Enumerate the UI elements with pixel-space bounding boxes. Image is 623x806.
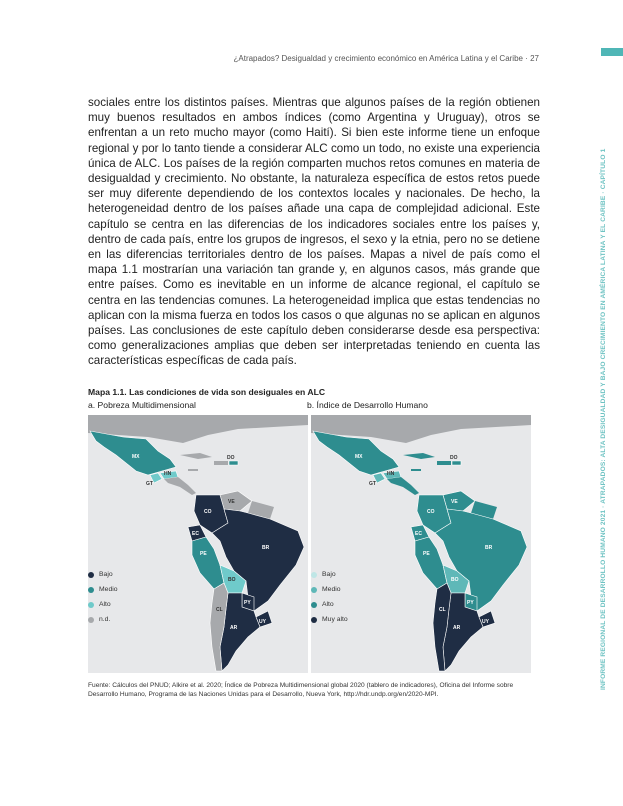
map-b-label-bo: BO [451, 577, 459, 583]
map-b-label-ve: VE [451, 499, 458, 505]
map-a-subtitle: a. Pobreza Multidimensional [88, 400, 196, 410]
map-b-legend-item [311, 567, 348, 582]
map-a-label-do: DO [227, 455, 235, 461]
legend-swatch-icon [88, 602, 94, 608]
map-a-label-pe: PE [200, 551, 207, 557]
map-b-label-hn: HN [387, 471, 395, 477]
map-b-legend-label: Alto [322, 601, 334, 608]
map-b-label-mx: MX [355, 454, 363, 460]
map-b-label-uy: UY [482, 619, 489, 625]
map-a-label-bo: BO [228, 577, 236, 583]
map-a-legend-label: n.d. [99, 616, 111, 623]
running-head: ¿Atrapados? Desigualdad y crecimiento económico en América Latina y el Caribe · 27 [233, 54, 539, 63]
map-b-label-pe: PE [423, 551, 430, 557]
map-b-legend-item [311, 597, 348, 612]
map-b-country-do [452, 461, 461, 465]
legend-swatch-icon [311, 617, 317, 623]
source-note: Fuente: Cálculos del PNUD; Alkire et al. 2020; Índice de Pobreza Multidimensional global 2020 (tablero de indicadores), Oficina del Informe sobre Desarrollo Humano, Programa de las Naciones Unidas para el Desarrollo, Nueva York, http://hdr.undp.org/en/2020-MPI. [88, 682, 514, 699]
map-b-legend-label: Muy alto [322, 616, 348, 623]
map-b-subtitle: b. Índice de Desarrollo Humano [307, 400, 428, 410]
map-a-country-do [229, 461, 238, 465]
map-b-legend-label: Bajo [322, 571, 336, 578]
body-paragraph: sociales entre los distintos países. Mientras que algunos países de la región obtienen muy buenos resultados en ambos índices (como Argentina y Uruguay), otros se enfrentan a un reto mucho mayor (como Haití). Si bien este informe tiene un enfoque regional y por lo tanto tiende a considerar ALC como un todo, no existe una experiencia única de ALC. Los países de la región comparten muchos retos comunes en materia de desigualdad y crecimiento. No obstante, la naturaleza específica de estos retos puede ser muy diferente dependiendo de los contextos locales y nacionales. De hecho, la heterogeneidad dentro de los países añade una capa de complejidad adicional. Este capítulo se centra en las diferencias de los indicadores sociales entre los países y, dentro de cada país, entre los grupos de ingresos, el sexo y la etnia, pero no se detiene en las diferencias territoriales dentro de los países. Mapas a nivel de país como el mapa 1.1 mostrarían una variación tan grande y, en algunos casos, más grande que entre países. Como es inevitable en un informe de alcance regional, el capítulo se centra en las tendencias comunes. La heterogeneidad implica que estas tendencias no aplican con la misma fuerza en todos los casos o que algunas no se aplican en algunos países. Las conclusiones de este capítulo deben considerarse desde esa perspectiva: como generalizaciones amplias que deben ser interpretadas teniendo en cuenta las características específicas de cada país. [88, 96, 540, 368]
map-a-label-mx: MX [132, 454, 140, 460]
map-a-label-ec: EC [192, 531, 199, 537]
map-b-label-py: PY [467, 600, 474, 606]
map-a-label-cl: CL [216, 607, 223, 613]
side-color-strip [601, 48, 623, 56]
legend-swatch-icon [88, 617, 94, 623]
map-a-label-uy: UY [259, 619, 266, 625]
legend-swatch-icon [311, 572, 317, 578]
map-a-legend-item [88, 582, 118, 597]
map-b-label-ec: EC [415, 531, 422, 537]
map-a-label-br: BR [262, 545, 270, 551]
map-b-legend [311, 567, 348, 627]
map-a-multidimensional-poverty [88, 415, 308, 673]
legend-swatch-icon [311, 587, 317, 593]
legend-swatch-icon [88, 572, 94, 578]
map-b-legend-item [311, 612, 348, 627]
map-a-legend [88, 567, 118, 627]
map-a-legend-label: Alto [99, 601, 111, 608]
map-b-label-do: DO [450, 455, 458, 461]
map-b-label-gt: GT [369, 481, 376, 487]
map-a-label-ve: VE [228, 499, 235, 505]
map-a-legend-item [88, 597, 118, 612]
legend-swatch-icon [311, 602, 317, 608]
map-a-legend-label: Bajo [99, 571, 113, 578]
map-b-label-cl: CL [439, 607, 446, 613]
map-a-legend-label: Medio [99, 586, 118, 593]
map-a-label-gt: GT [146, 481, 153, 487]
map-b-legend-item [311, 582, 348, 597]
map-b-label-ar: AR [453, 625, 461, 631]
map-a-label-co: CO [204, 509, 212, 515]
map-title: Mapa 1.1. Las condiciones de vida son desiguales en ALC [88, 387, 326, 397]
map-a-legend-item [88, 612, 118, 627]
map-b-human-development-index [311, 415, 531, 673]
side-strip-text: INFORME REGIONAL DE DESARROLLO HUMANO 2021 · ATRAPADOS: ALTA DESIGUALDAD Y BAJO CRECIMIENTO EN AMÉRICA LATINA Y EL CARIBE · CAPÍTULO 1 [600, 148, 607, 690]
map-b-legend-label: Medio [322, 586, 341, 593]
legend-swatch-icon [88, 587, 94, 593]
map-a-label-py: PY [244, 600, 251, 606]
map-b-label-br: BR [485, 545, 493, 551]
map-a-label-hn: HN [164, 471, 172, 477]
map-a-label-ar: AR [230, 625, 238, 631]
map-b-label-co: CO [427, 509, 435, 515]
map-a-legend-item [88, 567, 118, 582]
